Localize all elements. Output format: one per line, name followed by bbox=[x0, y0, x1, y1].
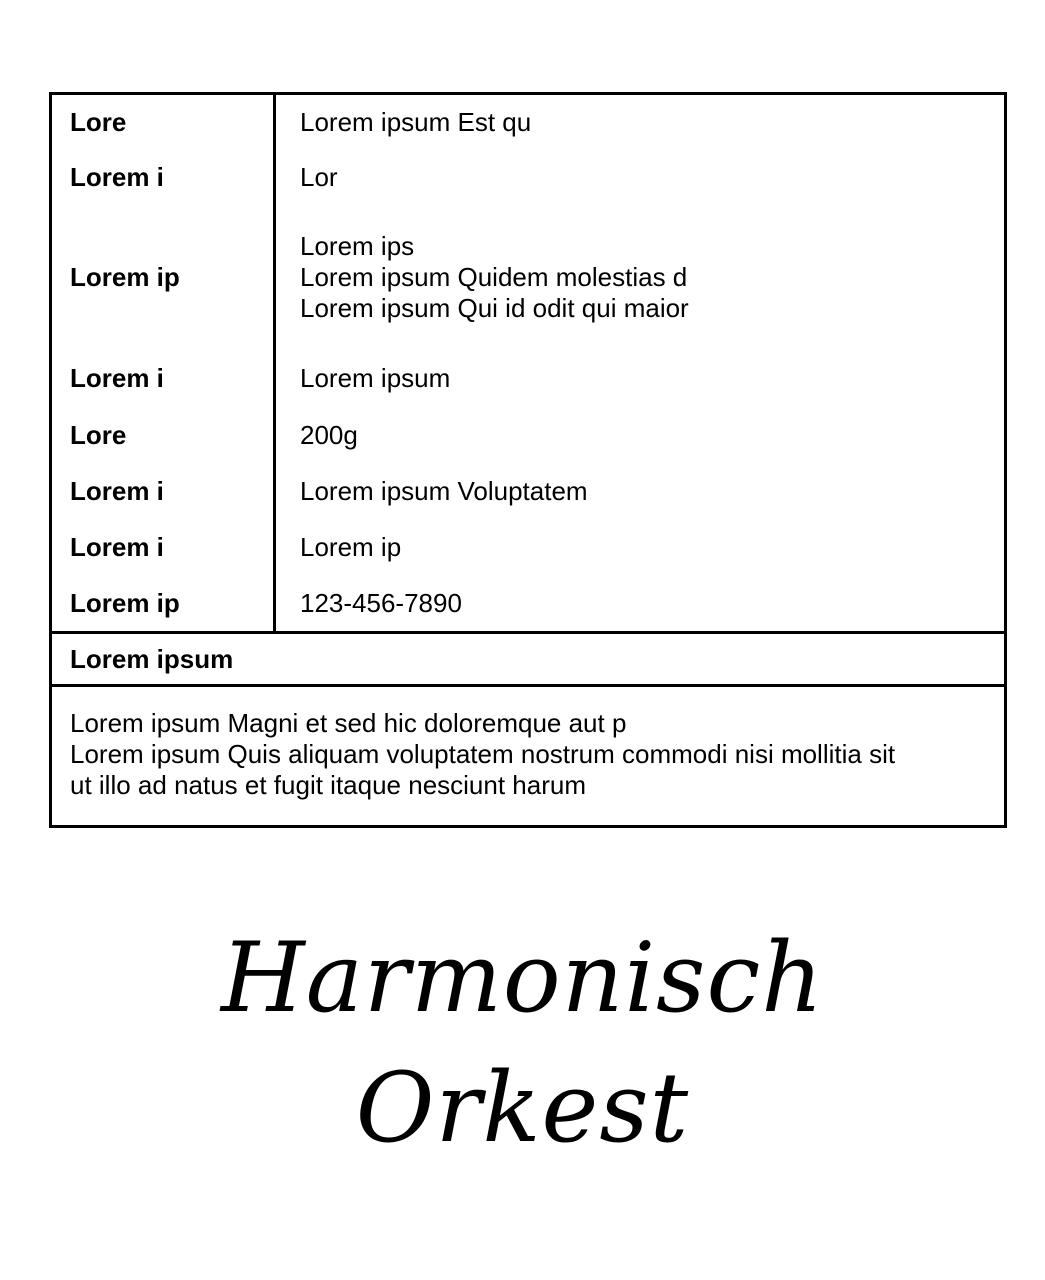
key-value-block bbox=[52, 95, 1004, 634]
row-value: Lor bbox=[300, 162, 338, 192]
signature-line-1: Harmonisch bbox=[220, 922, 825, 1034]
row-value-multiline bbox=[276, 205, 1004, 350]
value-column bbox=[276, 95, 1004, 631]
row-label: Lore bbox=[70, 419, 127, 450]
row-value: Lorem ipsum Est qu bbox=[300, 107, 532, 137]
row-label: Lorem ip bbox=[70, 262, 180, 292]
section-line: Lorem ipsum Magni et sed hic doloremque aut p bbox=[70, 708, 627, 738]
row-label: Lorem i bbox=[70, 531, 164, 562]
row-label: Lorem i bbox=[70, 162, 164, 192]
section-heading: Lorem ipsum bbox=[52, 634, 1004, 687]
row-label: Lorem i bbox=[70, 475, 164, 506]
section-line: Lorem ipsum Quis aliquam voluptatem nostrum commodi nisi mollitia sit bbox=[70, 739, 896, 769]
signature-line-2: Orkest bbox=[355, 1052, 690, 1164]
row-label: Lorem ip bbox=[70, 587, 180, 618]
value-line: Lorem ipsum Quidem molestias d bbox=[300, 262, 688, 292]
row-value: Lorem ipsum Voluptatem bbox=[300, 475, 588, 506]
row-value: Lorem ipsum bbox=[300, 363, 451, 393]
value-line: Lorem ipsum Qui id odit qui maior bbox=[300, 293, 689, 323]
row-value: 200g bbox=[300, 419, 358, 450]
row-value: 123-456-7890 bbox=[300, 587, 462, 618]
row-label: Lorem i bbox=[70, 363, 164, 393]
section-line: ut illo ad natus et fugit itaque nesciunt harum bbox=[70, 770, 586, 800]
section-body bbox=[52, 687, 1004, 825]
value-line: Lorem ips bbox=[300, 231, 415, 261]
label-column bbox=[52, 95, 276, 631]
row-value: Lorem ip bbox=[300, 531, 402, 562]
info-table bbox=[49, 92, 1007, 828]
row-label: Lore bbox=[70, 107, 127, 137]
